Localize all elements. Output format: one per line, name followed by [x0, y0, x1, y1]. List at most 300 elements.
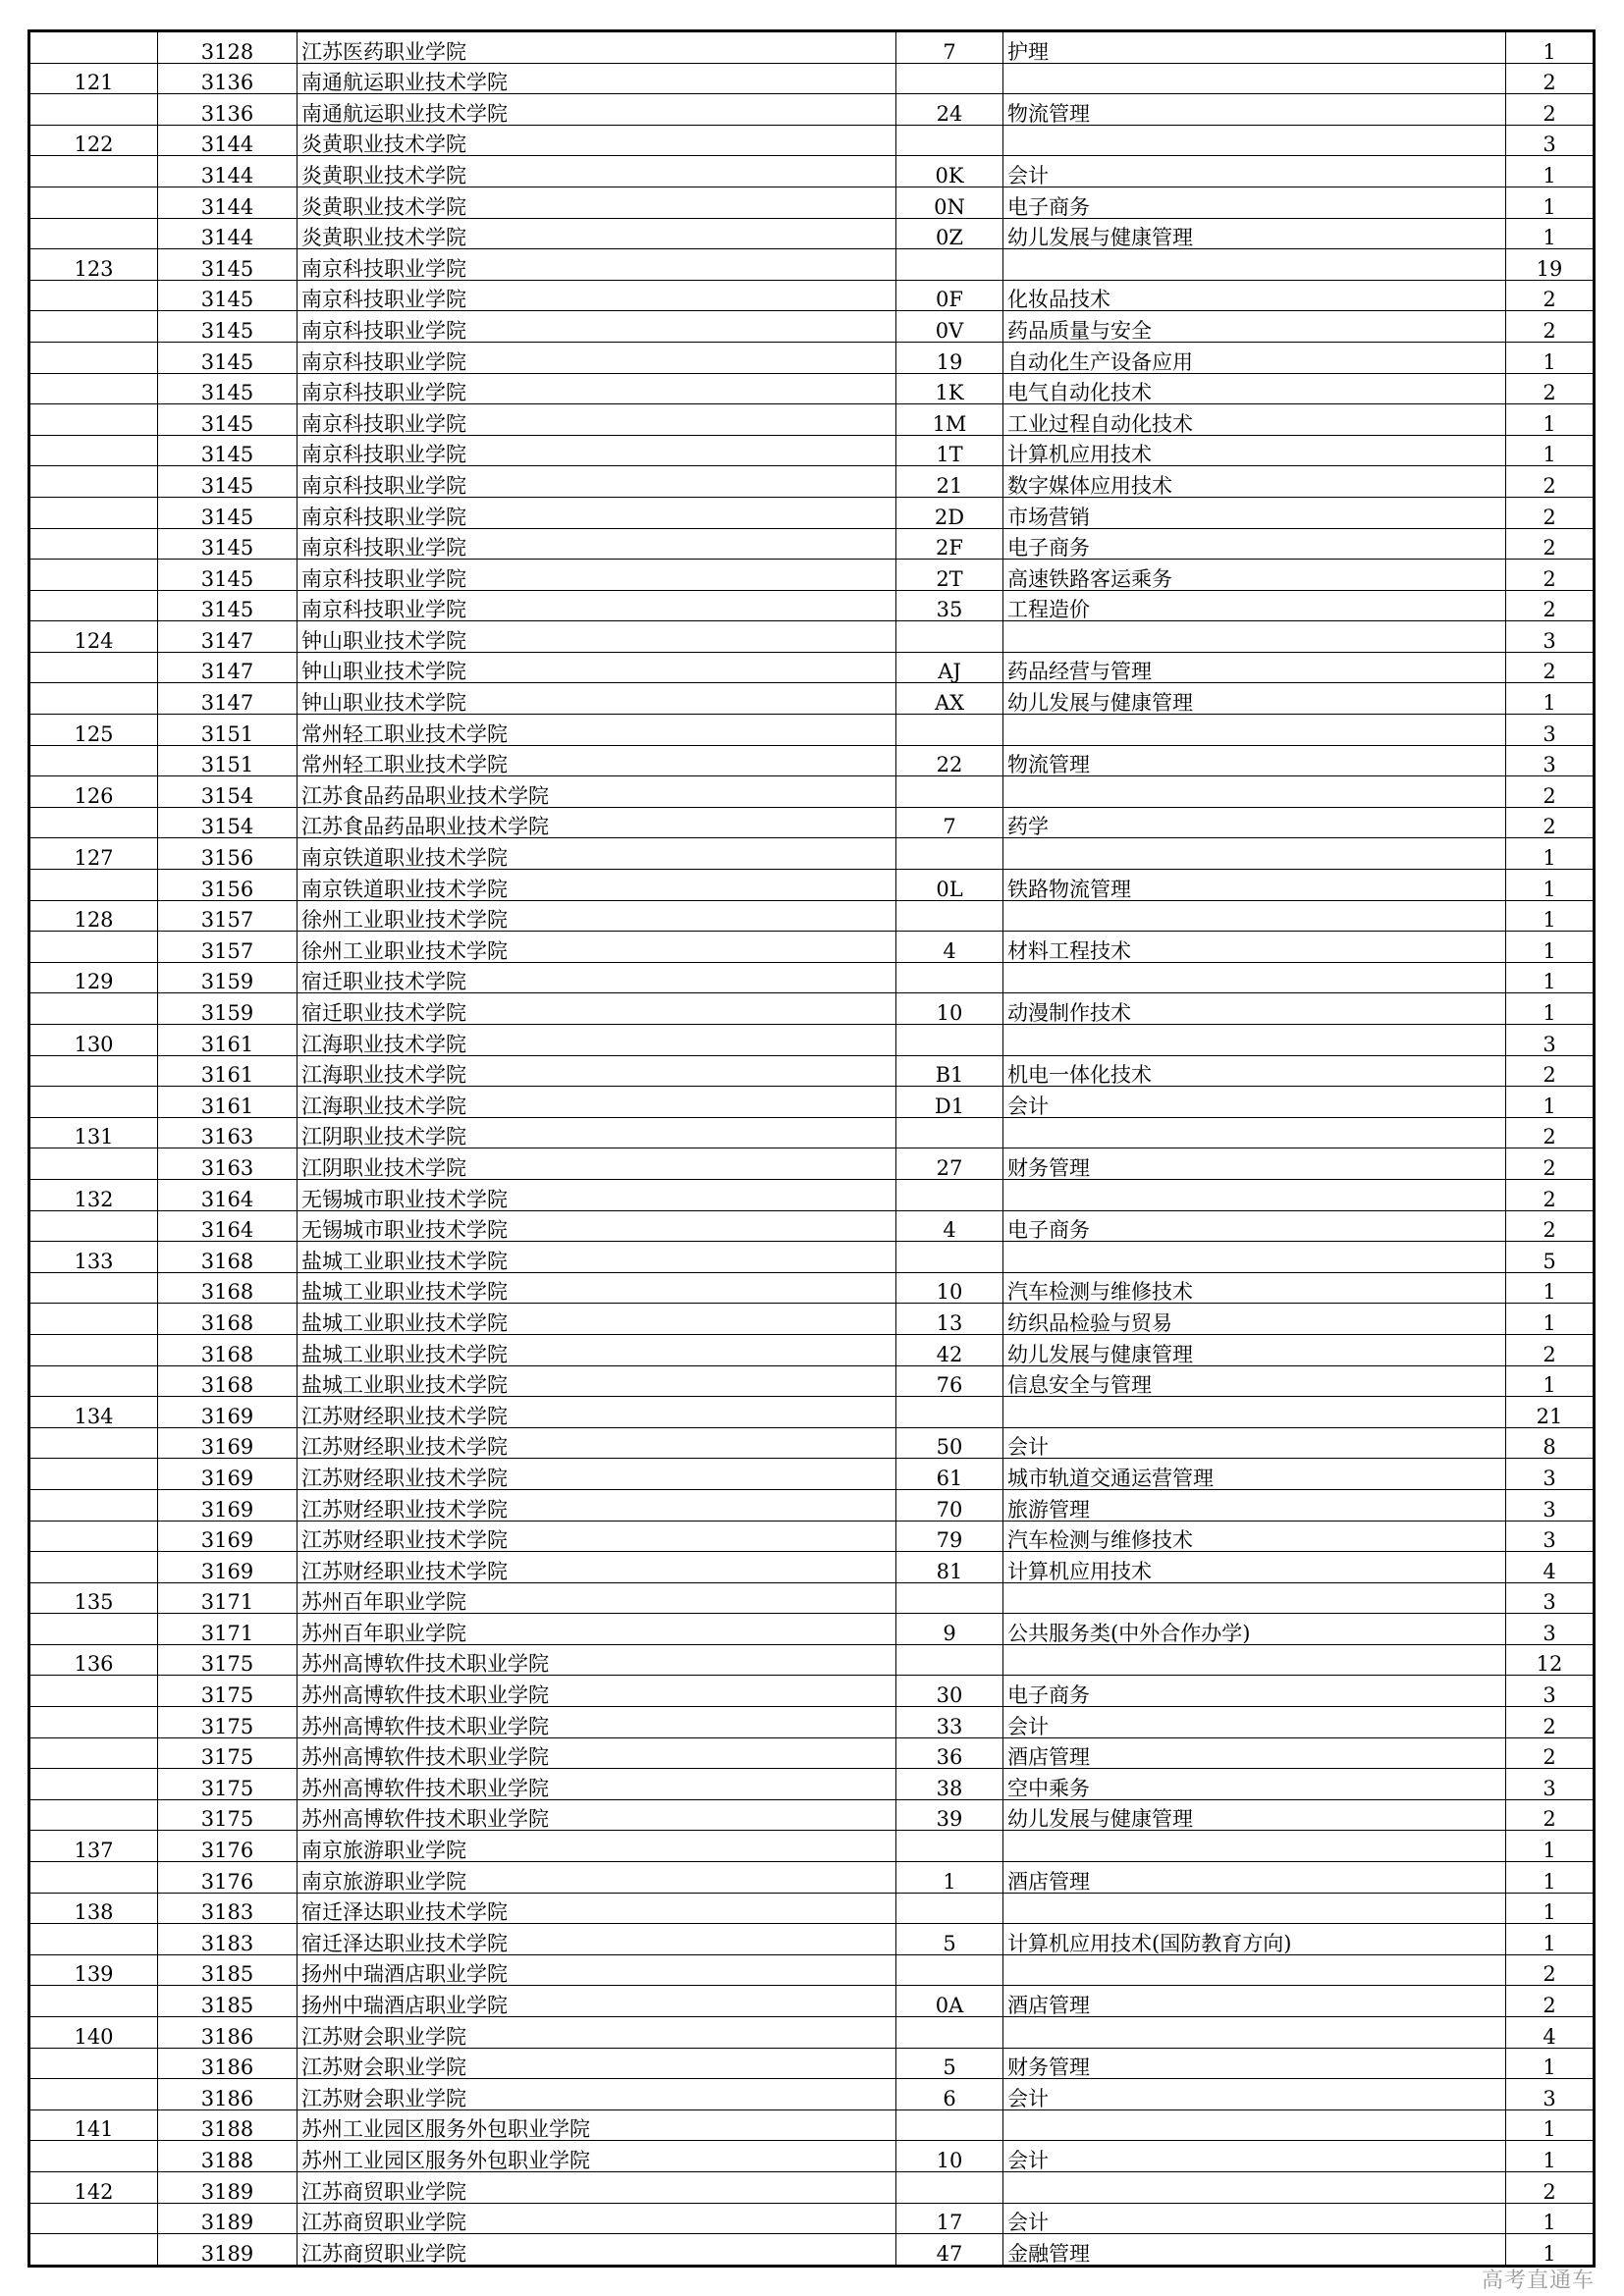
major-name-cell: [1003, 2109, 1506, 2141]
major-code-cell: 24: [896, 94, 1003, 126]
plan-count-cell: 2: [1506, 497, 1595, 528]
school-name-cell: 炎黄职业技术学院: [298, 187, 896, 218]
school-name-cell: 江海职业技术学院: [298, 1055, 896, 1087]
school-name-cell: 江阴职业技术学院: [298, 1148, 896, 1180]
major-name-cell: [1003, 249, 1506, 281]
school-code-cell: 3183: [158, 1893, 298, 1924]
major-name-cell: 幼儿发展与健康管理: [1003, 218, 1506, 249]
major-name-cell: 材料工程技术: [1003, 932, 1506, 963]
school-code-cell: 3145: [158, 373, 298, 404]
major-name-cell: [1003, 63, 1506, 94]
plan-count-cell: 1: [1506, 870, 1595, 901]
seq-cell: [29, 1427, 158, 1459]
seq-cell: [29, 1552, 158, 1583]
table-row: [29, 1087, 1595, 1118]
major-code-cell: 47: [896, 2234, 1003, 2267]
major-name-cell: 化妆品技术: [1003, 280, 1506, 311]
school-code-cell: 3147: [158, 652, 298, 683]
major-code-cell: 33: [896, 1707, 1003, 1738]
school-code-cell: 3128: [158, 31, 298, 64]
major-name-cell: 市场营销: [1003, 497, 1506, 528]
major-code-cell: [896, 962, 1003, 993]
seq-cell: [29, 218, 158, 249]
table-row: [29, 249, 1595, 281]
plan-count-cell: 8: [1506, 1427, 1595, 1459]
major-name-cell: 电子商务: [1003, 1676, 1506, 1707]
school-code-cell: 3168: [158, 1365, 298, 1397]
major-code-cell: [896, 1831, 1003, 1862]
major-code-cell: [896, 1582, 1003, 1614]
seq-cell: [29, 31, 158, 64]
table-row: [29, 838, 1595, 870]
table-row: [29, 776, 1595, 808]
table-row: [29, 1304, 1595, 1335]
major-name-cell: 工程造价: [1003, 590, 1506, 621]
seq-cell: [29, 311, 158, 343]
seq-cell: 123: [29, 249, 158, 281]
plan-count-cell: 2: [1506, 466, 1595, 498]
major-name-cell: [1003, 1954, 1506, 1986]
major-code-cell: B1: [896, 1055, 1003, 1087]
seq-cell: [29, 497, 158, 528]
school-code-cell: 3144: [158, 125, 298, 156]
table-row: [29, 466, 1595, 498]
table-row: [29, 31, 1595, 64]
school-name-cell: 南京科技职业学院: [298, 280, 896, 311]
seq-cell: [29, 1737, 158, 1769]
plan-count-cell: 2: [1506, 1954, 1595, 1986]
seq-cell: [29, 280, 158, 311]
table-row: [29, 1459, 1595, 1490]
table-row: [29, 1552, 1595, 1583]
plan-count-cell: 1: [1506, 342, 1595, 373]
school-name-cell: 江苏财会职业学院: [298, 2048, 896, 2079]
school-code-cell: 3189: [158, 2171, 298, 2203]
plan-count-cell: 1: [1506, 932, 1595, 963]
school-name-cell: 南京铁道职业技术学院: [298, 870, 896, 901]
plan-count-cell: 1: [1506, 2141, 1595, 2172]
school-name-cell: 苏州高博软件技术职业学院: [298, 1769, 896, 1800]
school-name-cell: 江苏财经职业技术学院: [298, 1397, 896, 1428]
major-name-cell: 电子商务: [1003, 528, 1506, 560]
school-code-cell: 3185: [158, 1954, 298, 1986]
major-name-cell: [1003, 1644, 1506, 1676]
major-name-cell: [1003, 1025, 1506, 1056]
plan-count-cell: 2: [1506, 528, 1595, 560]
table-row: [29, 1397, 1595, 1428]
major-code-cell: 2F: [896, 528, 1003, 560]
school-code-cell: 3144: [158, 156, 298, 187]
school-name-cell: 江苏商贸职业学院: [298, 2171, 896, 2203]
seq-cell: [29, 560, 158, 591]
seq-cell: 134: [29, 1397, 158, 1428]
seq-cell: [29, 404, 158, 436]
school-name-cell: 南京科技职业学院: [298, 249, 896, 281]
table-row: [29, 2079, 1595, 2110]
table-row: [29, 590, 1595, 621]
major-name-cell: 药品经营与管理: [1003, 652, 1506, 683]
plan-count-cell: 2: [1506, 590, 1595, 621]
school-name-cell: 南京科技职业学院: [298, 497, 896, 528]
seq-cell: [29, 590, 158, 621]
major-name-cell: 工业过程自动化技术: [1003, 404, 1506, 436]
plan-count-cell: 1: [1506, 2203, 1595, 2234]
school-code-cell: 3169: [158, 1459, 298, 1490]
table-row: [29, 528, 1595, 560]
table-row: [29, 900, 1595, 932]
school-name-cell: 江海职业技术学院: [298, 1025, 896, 1056]
table-row: [29, 1769, 1595, 1800]
major-code-cell: [896, 621, 1003, 653]
school-code-cell: 3175: [158, 1644, 298, 1676]
seq-cell: [29, 373, 158, 404]
table-row: [29, 2048, 1595, 2079]
school-name-cell: 炎黄职业技术学院: [298, 218, 896, 249]
major-code-cell: 0A: [896, 1986, 1003, 2017]
seq-cell: 124: [29, 621, 158, 653]
major-name-cell: 物流管理: [1003, 745, 1506, 776]
plan-count-cell: 1: [1506, 1304, 1595, 1335]
major-code-cell: [896, 838, 1003, 870]
table-row: [29, 1614, 1595, 1645]
table-row: [29, 187, 1595, 218]
school-code-cell: 3154: [158, 807, 298, 838]
school-code-cell: 3164: [158, 1179, 298, 1210]
school-name-cell: 南通航运职业技术学院: [298, 63, 896, 94]
seq-cell: [29, 2203, 158, 2234]
major-code-cell: 19: [896, 342, 1003, 373]
major-name-cell: 汽车检测与维修技术: [1003, 1521, 1506, 1552]
plan-count-cell: 1: [1506, 156, 1595, 187]
major-code-cell: 1: [896, 1862, 1003, 1894]
major-name-cell: [1003, 715, 1506, 746]
school-name-cell: 苏州百年职业学院: [298, 1614, 896, 1645]
major-code-cell: 6: [896, 2079, 1003, 2110]
major-name-cell: 酒店管理: [1003, 1986, 1506, 2017]
school-code-cell: 3186: [158, 2048, 298, 2079]
seq-cell: [29, 1272, 158, 1304]
school-name-cell: 宿迁职业技术学院: [298, 962, 896, 993]
table-row: [29, 1117, 1595, 1148]
table-row: [29, 342, 1595, 373]
major-code-cell: [896, 125, 1003, 156]
major-code-cell: D1: [896, 1087, 1003, 1118]
school-code-cell: 3164: [158, 1210, 298, 1242]
plan-count-cell: 2: [1506, 1179, 1595, 1210]
table-row: [29, 218, 1595, 249]
school-code-cell: 3169: [158, 1521, 298, 1552]
school-name-cell: 南京科技职业学院: [298, 404, 896, 436]
plan-count-cell: 1: [1506, 31, 1595, 64]
major-name-cell: 计算机应用技术(国防教育方向): [1003, 1924, 1506, 1955]
major-code-cell: 10: [896, 1272, 1003, 1304]
plan-count-cell: 3: [1506, 1521, 1595, 1552]
school-name-cell: 江苏商贸职业学院: [298, 2234, 896, 2267]
seq-cell: [29, 528, 158, 560]
seq-cell: [29, 1614, 158, 1645]
plan-count-cell: 3: [1506, 1614, 1595, 1645]
seq-cell: [29, 435, 158, 466]
table-row: [29, 1924, 1595, 1955]
major-name-cell: [1003, 1117, 1506, 1148]
school-name-cell: 江苏财经职业技术学院: [298, 1521, 896, 1552]
major-name-cell: [1003, 776, 1506, 808]
plan-count-cell: 3: [1506, 1769, 1595, 1800]
major-name-cell: 幼儿发展与健康管理: [1003, 1334, 1506, 1365]
plan-count-cell: 3: [1506, 2079, 1595, 2110]
plan-count-cell: 3: [1506, 745, 1595, 776]
school-code-cell: 3188: [158, 2141, 298, 2172]
seq-cell: 131: [29, 1117, 158, 1148]
table-row: [29, 993, 1595, 1025]
school-name-cell: 徐州工业职业技术学院: [298, 900, 896, 932]
major-name-cell: 电子商务: [1003, 1210, 1506, 1242]
table-row: [29, 962, 1595, 993]
school-code-cell: 3163: [158, 1117, 298, 1148]
plan-count-cell: 3: [1506, 1459, 1595, 1490]
school-name-cell: 常州轻工职业技术学院: [298, 745, 896, 776]
major-code-cell: 13: [896, 1304, 1003, 1335]
major-code-cell: 1M: [896, 404, 1003, 436]
major-code-cell: 17: [896, 2203, 1003, 2234]
school-name-cell: 江苏财经职业技术学院: [298, 1489, 896, 1521]
table-row: [29, 683, 1595, 715]
plan-count-cell: 1: [1506, 2234, 1595, 2267]
school-name-cell: 宿迁职业技术学院: [298, 993, 896, 1025]
school-code-cell: 3145: [158, 528, 298, 560]
seq-cell: [29, 2079, 158, 2110]
major-name-cell: 机电一体化技术: [1003, 1055, 1506, 1087]
plan-count-cell: 3: [1506, 715, 1595, 746]
table-row: [29, 1055, 1595, 1087]
plan-count-cell: 2: [1506, 1148, 1595, 1180]
seq-cell: [29, 1087, 158, 1118]
major-name-cell: [1003, 2017, 1506, 2049]
table-row: [29, 870, 1595, 901]
plan-count-cell: 1: [1506, 1893, 1595, 1924]
plan-count-cell: 2: [1506, 63, 1595, 94]
major-code-cell: AX: [896, 683, 1003, 715]
major-code-cell: 9: [896, 1614, 1003, 1645]
major-name-cell: 护理: [1003, 31, 1506, 64]
major-name-cell: 会计: [1003, 156, 1506, 187]
major-code-cell: 0N: [896, 187, 1003, 218]
major-name-cell: 城市轨道交通运营管理: [1003, 1459, 1506, 1490]
major-name-cell: 会计: [1003, 2141, 1506, 2172]
major-name-cell: 汽车检测与维修技术: [1003, 1272, 1506, 1304]
major-name-cell: 酒店管理: [1003, 1737, 1506, 1769]
seq-cell: 138: [29, 1893, 158, 1924]
plan-count-cell: 1: [1506, 2109, 1595, 2141]
table-row: [29, 2203, 1595, 2234]
school-code-cell: 3163: [158, 1148, 298, 1180]
seq-cell: 127: [29, 838, 158, 870]
school-name-cell: 南京科技职业学院: [298, 342, 896, 373]
school-name-cell: 盐城工业职业技术学院: [298, 1272, 896, 1304]
school-name-cell: 江苏财会职业学院: [298, 2017, 896, 2049]
school-code-cell: 3159: [158, 962, 298, 993]
table-row: [29, 1210, 1595, 1242]
seq-cell: 125: [29, 715, 158, 746]
table-row: [29, 652, 1595, 683]
school-code-cell: 3186: [158, 2079, 298, 2110]
school-name-cell: 炎黄职业技术学院: [298, 125, 896, 156]
school-code-cell: 3169: [158, 1489, 298, 1521]
plan-count-cell: 2: [1506, 807, 1595, 838]
school-name-cell: 钟山职业技术学院: [298, 652, 896, 683]
table-row: [29, 1521, 1595, 1552]
watermark-text: 高考直通车: [1481, 2269, 1595, 2293]
table-row: [29, 1799, 1595, 1831]
seq-cell: [29, 1521, 158, 1552]
plan-count-cell: 2: [1506, 1055, 1595, 1087]
major-code-cell: 36: [896, 1737, 1003, 1769]
school-code-cell: 3169: [158, 1552, 298, 1583]
school-name-cell: 南京科技职业学院: [298, 528, 896, 560]
major-name-cell: 会计: [1003, 2203, 1506, 2234]
seq-cell: 141: [29, 2109, 158, 2141]
school-name-cell: 盐城工业职业技术学院: [298, 1242, 896, 1273]
major-name-cell: 会计: [1003, 1087, 1506, 1118]
table-row: [29, 2109, 1595, 2141]
school-code-cell: 3145: [158, 404, 298, 436]
major-code-cell: 0L: [896, 870, 1003, 901]
major-code-cell: [896, 1179, 1003, 1210]
major-code-cell: 0Z: [896, 218, 1003, 249]
school-code-cell: 3144: [158, 218, 298, 249]
table-row: [29, 1489, 1595, 1521]
major-code-cell: 10: [896, 2141, 1003, 2172]
seq-cell: [29, 156, 158, 187]
school-code-cell: 3157: [158, 900, 298, 932]
table-row: [29, 2234, 1595, 2267]
major-code-cell: 2D: [896, 497, 1003, 528]
school-code-cell: 3171: [158, 1614, 298, 1645]
school-name-cell: 钟山职业技术学院: [298, 621, 896, 653]
seq-cell: [29, 993, 158, 1025]
table-row: [29, 1954, 1595, 1986]
major-code-cell: [896, 715, 1003, 746]
seq-cell: [29, 2234, 158, 2267]
major-code-cell: 42: [896, 1334, 1003, 1365]
school-code-cell: 3189: [158, 2203, 298, 2234]
major-name-cell: 计算机应用技术: [1003, 435, 1506, 466]
major-code-cell: [896, 1025, 1003, 1056]
major-code-cell: 22: [896, 745, 1003, 776]
school-code-cell: 3145: [158, 435, 298, 466]
school-name-cell: 苏州百年职业学院: [298, 1582, 896, 1614]
major-code-cell: 76: [896, 1365, 1003, 1397]
table-row: [29, 497, 1595, 528]
seq-cell: 133: [29, 1242, 158, 1273]
school-name-cell: 盐城工业职业技术学院: [298, 1365, 896, 1397]
table-row: [29, 2171, 1595, 2203]
plan-count-cell: 3: [1506, 1582, 1595, 1614]
seq-cell: [29, 1055, 158, 1087]
school-name-cell: 南京科技职业学院: [298, 311, 896, 343]
major-code-cell: 39: [896, 1799, 1003, 1831]
plan-count-cell: 1: [1506, 1862, 1595, 1894]
plan-count-cell: 3: [1506, 1676, 1595, 1707]
school-name-cell: 江苏财经职业技术学院: [298, 1427, 896, 1459]
seq-cell: 142: [29, 2171, 158, 2203]
school-name-cell: 江苏医药职业学院: [298, 31, 896, 64]
major-code-cell: 79: [896, 1521, 1003, 1552]
major-code-cell: 4: [896, 1210, 1003, 1242]
school-code-cell: 3156: [158, 838, 298, 870]
school-code-cell: 3161: [158, 1087, 298, 1118]
plan-count-cell: 1: [1506, 993, 1595, 1025]
table-row: [29, 94, 1595, 126]
school-code-cell: 3145: [158, 311, 298, 343]
major-name-cell: 幼儿发展与健康管理: [1003, 683, 1506, 715]
major-code-cell: 1K: [896, 373, 1003, 404]
major-name-cell: 高速铁路客运乘务: [1003, 560, 1506, 591]
major-code-cell: [896, 1117, 1003, 1148]
school-name-cell: 南京科技职业学院: [298, 373, 896, 404]
school-code-cell: 3169: [158, 1427, 298, 1459]
school-code-cell: 3183: [158, 1924, 298, 1955]
school-name-cell: 苏州高博软件技术职业学院: [298, 1707, 896, 1738]
seq-cell: 122: [29, 125, 158, 156]
major-code-cell: 5: [896, 2048, 1003, 2079]
table-row: [29, 1025, 1595, 1056]
seq-cell: 130: [29, 1025, 158, 1056]
table-row: [29, 1737, 1595, 1769]
table-row: [29, 1242, 1595, 1273]
school-name-cell: 江苏财会职业学院: [298, 2079, 896, 2110]
school-name-cell: 无锡城市职业技术学院: [298, 1210, 896, 1242]
plan-count-cell: 2: [1506, 2171, 1595, 2203]
school-code-cell: 3168: [158, 1334, 298, 1365]
major-name-cell: 信息安全与管理: [1003, 1365, 1506, 1397]
major-name-cell: 自动化生产设备应用: [1003, 342, 1506, 373]
table-row: [29, 1427, 1595, 1459]
major-name-cell: [1003, 1831, 1506, 1862]
major-name-cell: [1003, 838, 1506, 870]
table-row: [29, 1644, 1595, 1676]
enrollment-plan-table: [27, 29, 1596, 2268]
school-code-cell: 3176: [158, 1831, 298, 1862]
plan-count-cell: 1: [1506, 1924, 1595, 1955]
seq-cell: [29, 2141, 158, 2172]
school-code-cell: 3159: [158, 993, 298, 1025]
plan-count-cell: 1: [1506, 1831, 1595, 1862]
school-code-cell: 3161: [158, 1025, 298, 1056]
table-row: [29, 715, 1595, 746]
plan-count-cell: 2: [1506, 1334, 1595, 1365]
school-code-cell: 3168: [158, 1272, 298, 1304]
major-name-cell: [1003, 1893, 1506, 1924]
seq-cell: [29, 1986, 158, 2017]
table-row: [29, 932, 1595, 963]
school-code-cell: 3175: [158, 1707, 298, 1738]
table-row: [29, 125, 1595, 156]
school-name-cell: 炎黄职业技术学院: [298, 156, 896, 187]
major-name-cell: 计算机应用技术: [1003, 1552, 1506, 1583]
school-name-cell: 苏州高博软件技术职业学院: [298, 1676, 896, 1707]
seq-cell: [29, 187, 158, 218]
seq-cell: 137: [29, 1831, 158, 1862]
seq-cell: [29, 1676, 158, 1707]
school-name-cell: 南京科技职业学院: [298, 560, 896, 591]
plan-count-cell: 1: [1506, 404, 1595, 436]
school-code-cell: 3145: [158, 249, 298, 281]
table-body: [29, 31, 1595, 2267]
seq-cell: 140: [29, 2017, 158, 2049]
major-name-cell: 酒店管理: [1003, 1862, 1506, 1894]
school-code-cell: 3136: [158, 94, 298, 126]
